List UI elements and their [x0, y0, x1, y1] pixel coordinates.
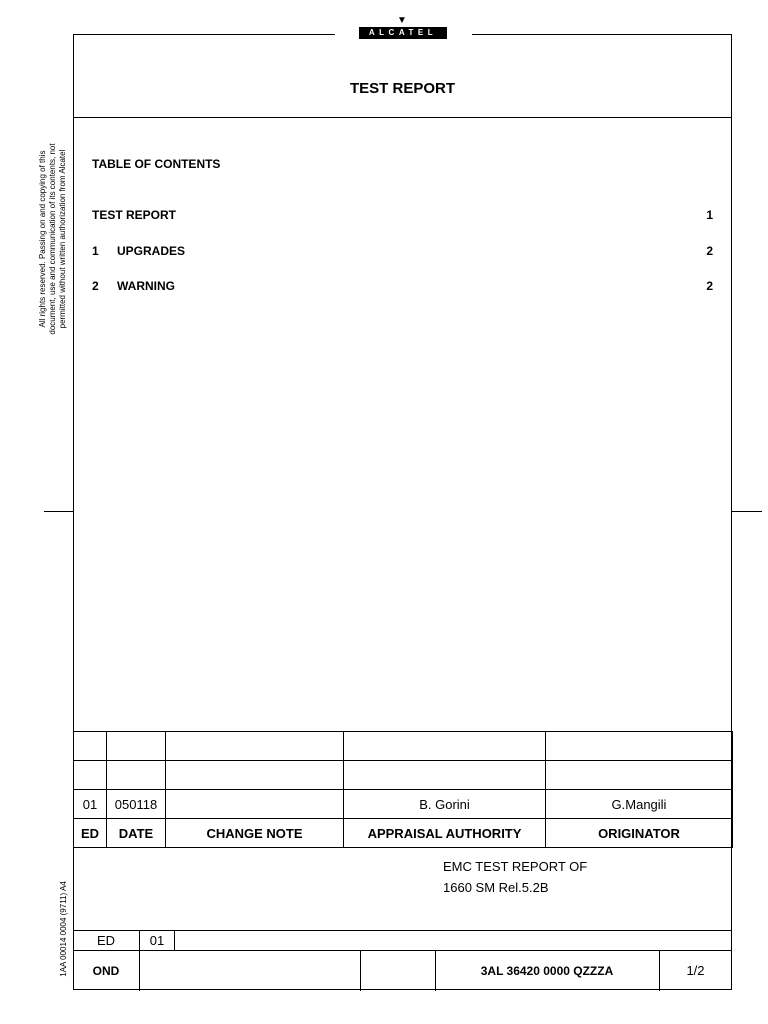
header-appraisal-authority: APPRAISAL AUTHORITY: [344, 819, 546, 848]
change-note-cell: [166, 790, 344, 819]
page-title: TEST REPORT: [349, 80, 455, 97]
alcatel-logo: ALCATEL: [359, 27, 447, 39]
ed-value: 01: [149, 933, 165, 948]
toc-heading: TABLE OF CONTENTS: [92, 157, 221, 171]
title-divider: [73, 117, 732, 118]
table-cell: [344, 732, 546, 761]
table-cell: [166, 761, 344, 790]
margin-tick-right: [732, 511, 762, 512]
date-cell: 050118: [107, 790, 166, 819]
copyright-notice: All rights reserved. Passing on and copying of this document, use and communication of its contents, not permitted without written authorization from Alcatel: [38, 143, 67, 335]
margin-tick-left: [44, 511, 73, 512]
page-number: 1/2: [686, 963, 705, 978]
logo-triangle-icon: ▼: [397, 15, 407, 26]
table-cell: [546, 732, 733, 761]
ed-label: ED: [96, 933, 116, 948]
divider: [174, 931, 175, 951]
table-cell: [74, 732, 107, 761]
edition-row: [73, 930, 732, 951]
table-cell: [74, 761, 107, 790]
toc-entry-label[interactable]: TEST REPORT: [92, 208, 177, 222]
edition-cell: 01: [74, 790, 107, 819]
toc-entry-number: 2: [92, 279, 99, 293]
header-date: DATE: [107, 819, 166, 848]
toc-entry-page: 1: [706, 208, 713, 222]
table-row: [74, 732, 733, 761]
table-cell: [107, 761, 166, 790]
document-number: 3AL 36420 0000 QZZZA: [480, 964, 614, 978]
toc-entry-label[interactable]: UPGRADES: [117, 244, 186, 258]
footer-row: [73, 950, 732, 991]
toc-entry-label[interactable]: WARNING: [117, 279, 175, 293]
divider: [360, 951, 361, 991]
ond-label: OND: [92, 964, 120, 978]
document-title-line2: 1660 SM Rel.5.2B: [443, 880, 549, 895]
table-cell: [107, 732, 166, 761]
table-cell: [546, 761, 733, 790]
table-header-row: [74, 819, 733, 848]
header-change-note: CHANGE NOTE: [166, 819, 344, 848]
table-cell: [166, 732, 344, 761]
revision-table: [73, 731, 733, 848]
table-cell: [344, 761, 546, 790]
document-title-line1: EMC TEST REPORT OF: [443, 859, 588, 874]
form-code: 1AA 00014 0004 (9711) A4: [59, 881, 68, 977]
originator-cell: G.Mangili: [546, 790, 733, 819]
toc-entry-page: 2: [706, 279, 713, 293]
toc-entry-number: 1: [92, 244, 99, 258]
table-row: [74, 790, 733, 819]
header-ed: ED: [74, 819, 107, 848]
toc-entry-page: 2: [706, 244, 713, 258]
header-originator: ORIGINATOR: [546, 819, 733, 848]
table-row: [74, 761, 733, 790]
divider: [139, 951, 140, 991]
appraisal-authority-cell: B. Gorini: [344, 790, 546, 819]
